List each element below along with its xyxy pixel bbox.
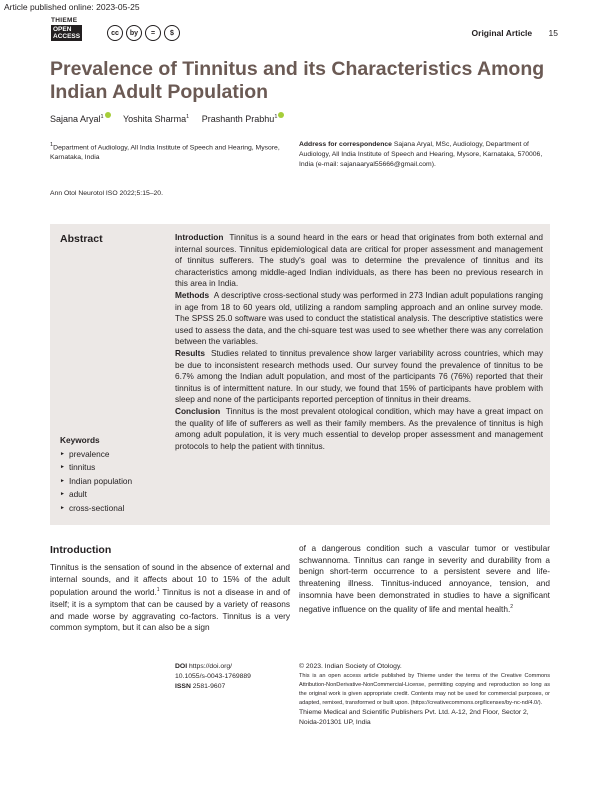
introduction-heading: Introduction xyxy=(50,544,112,556)
affiliation: $^1$Department of Audiology, All India Institute of Speech and Hearing, Mysore, Karnataka, India xyxy=(50,142,280,162)
running-header xyxy=(472,28,558,38)
abstract-conclusion: Conclusion Tinnitus is the most prevalent otological condition, which may have a great impact on the quality of life of sufferers as well as their family members. As the prevalence of tinnitus is high among adult population, it is very much essential to develop proper assessment and management protocols to help the patient with tinnitus. xyxy=(175,405,543,451)
doi-number[interactable]: 10.1055/s-0043-1769889 xyxy=(175,673,251,680)
keyword-item[interactable]: ► adult xyxy=(60,488,132,502)
issn-number: 2581-9607 xyxy=(192,683,226,690)
journal-citation: Ann Otol Neurotol ISO 2022;5:15–20. xyxy=(50,190,163,197)
copyright-block xyxy=(299,662,550,728)
non-commercial-icon: $ xyxy=(164,25,180,41)
orcid-icon[interactable] xyxy=(105,112,111,118)
logo-open-text: OPEN xyxy=(53,26,72,33)
license-text: This is an open access article published by Thieme under the terms of the Creative Commons Attribution-NonDerivative-NonCommercial-License, permitting copying and reproduction so long as the original work is given appropriate credit. Contents may not be used for commercial purposes, or adapted, remixed, transformed or built upon. (https://creativecommons.org/licenses/by-nc-nd/4.0/). xyxy=(299,673,550,706)
keywords-block xyxy=(60,434,132,515)
logo-access-text: ACCESS xyxy=(53,33,81,40)
by-attribution-icon: by xyxy=(126,25,142,41)
keyword-item[interactable]: ► tinnitus xyxy=(60,461,132,475)
introduction-column-1: Tinnitus is the sensation of sound in the absence of external and internal sounds, and it affects about 10 to 15% of the adult population around the world.$^1$ Tinnitus is not a disease in and of itself; it is a symptom that can be caused by a variety of reasons and made worse by aggravating co-factors. Tinnitus is a very common symptom, but it can also be a sign xyxy=(50,562,290,633)
reference-link[interactable]: 2 xyxy=(510,603,514,610)
thieme-open-access-logo xyxy=(51,17,84,41)
abstract-introduction: Introduction Tinnitus is a sound heard in the ears or head that originates from both external and internal sources. Tinnitus epidemiological data are critical for proper assessment and management of tinnitus sufferers. The study's goal was to determine the prevalence of tinnitus and its characteristics among middle-aged Indian individuals, as there has been no previous research in this area in India. xyxy=(175,232,543,289)
doi-link[interactable]: https://doi.org/ xyxy=(188,663,233,670)
correspondence-label: Address for correspondence xyxy=(299,141,392,148)
abstract-body xyxy=(175,232,543,452)
reference-link[interactable]: 1 xyxy=(156,587,160,594)
publication-date: Article published online: 2023-05-25 xyxy=(4,2,140,12)
publisher-address: Thieme Medical and Scientific Publishers Pvt. Ltd. A-12, 2nd Floor, Sector 2, Noida-201301 UP, India xyxy=(299,709,529,726)
keyword-item[interactable]: ► prevalence xyxy=(60,448,132,462)
logo-open-access-box xyxy=(51,25,82,41)
page-number: 15 xyxy=(548,28,558,38)
article-title: Prevalence of Tinnitus and its Characteristics Among Indian Adult Population xyxy=(50,58,545,103)
keyword-item[interactable]: ► Indian population xyxy=(60,475,132,489)
keyword-item[interactable]: ► cross-sectional xyxy=(60,502,132,516)
keywords-title: Keywords xyxy=(60,435,100,445)
author[interactable]: Prashanth Prabhu$^1$ xyxy=(202,114,285,124)
correspondence-text: Sajana Aryal, MSc, Audiology, Department of Audiology, All India Institute of Speech and Hearing, Mysore, Karnataka, 570006, India (e-mail: sajanaaryal55666@gmail.com). xyxy=(299,141,543,168)
no-derivatives-icon: = xyxy=(145,25,161,41)
article-type: Original Article xyxy=(471,28,533,38)
introduction-column-2: of a dangerous condition such a vascular tumor or vestibular schwannoma. Tinnitus can range in severity and durability from a benign short-term occurrence to a persistent severe and life-threatening illness. Tinnitus-induced annoyance, tension, and insomnia have been demonstrated in studies to have a significant negative influence on the quality of life and mental health.$^2$ xyxy=(299,543,550,614)
abstract-methods: Methods A descriptive cross-sectional study was performed in 273 Indian adult populations ranging in age from 18 to 60 years old, utilizing a random sampling approach and an online survey mode. The SPSS 25.0 software was used to conduct the statistical analysis. The descriptive statistics were used to assess the data, and the chi-square test was used to see whether there was any correlation between the variables. xyxy=(175,289,543,347)
copyright-line: © 2023. Indian Society of Otology. xyxy=(299,663,402,670)
cc-icon: cc xyxy=(107,25,123,41)
doi-block: DOI https://doi.org/ 10.1055/s-0043-1769889 ISSN 2581-9607 xyxy=(175,663,251,690)
abstract-results: Results Studies related to tinnitus prevalence show larger variability across countries, which may be due to inconsistent research methods used. Our survey found the prevalence of tinnitus to be 6.7% among the Indian adult population, and most of the participants 76 (76%) reported that their tinnitus is of intermittent nature. In our study, we found that 15% of participants have problem with sleep and none of the participants reported perception of tinnitus in their dreams. xyxy=(175,347,543,405)
orcid-icon[interactable] xyxy=(278,112,284,118)
author[interactable]: Sajana Aryal$^1$ xyxy=(50,114,111,124)
correspondence-address xyxy=(299,140,549,170)
author-list xyxy=(50,112,294,124)
logo-thieme-text: THIEME xyxy=(51,17,78,24)
author[interactable]: Yoshita Sharma$^1$ xyxy=(122,114,190,124)
cc-license-icons[interactable] xyxy=(107,25,180,41)
abstract-heading: Abstract xyxy=(60,233,103,245)
